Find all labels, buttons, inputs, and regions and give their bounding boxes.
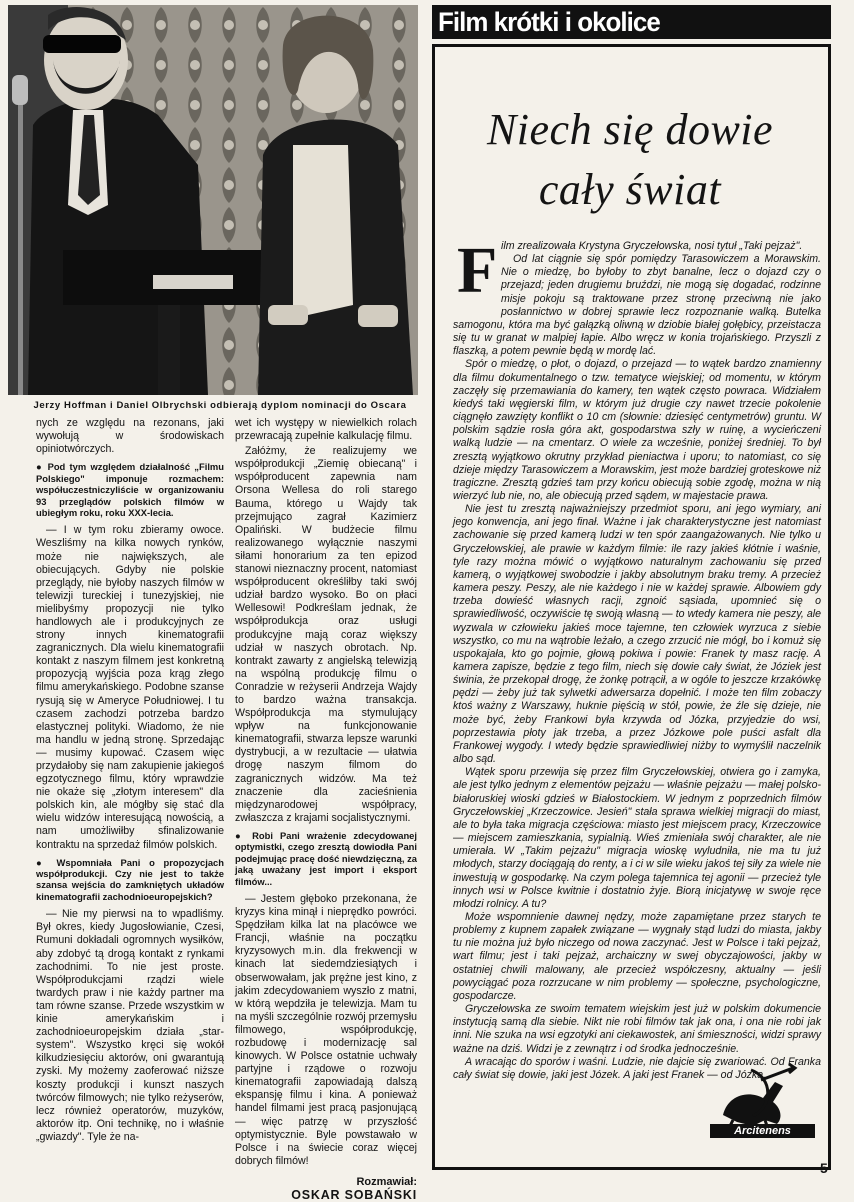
byline-label: Rozmawiał:: [356, 1175, 417, 1188]
drop-cap: F: [457, 234, 498, 307]
paragraph: wet ich występy w niewielkich rolach przewracają zupełnie kalkulację filmu.: [235, 417, 417, 443]
headline-line-2: cały świat: [538, 165, 722, 214]
photo-illustration: [8, 5, 418, 395]
paragraph: Może wspomnienie dawnej nędzy, może zapamiętane przez starych te problemy z kupnem zapałek związane — wygnały stąd ludzi do miasta, jakby tu nie można już było niczego od nowa zaczynać. Jest w Polsce i taki pejzaż, wart filmu; jest i taki pejzaż, archaiczny w swej obyczajowości, jakby w ostatniej chwili malowany, ale przecież współczesny, aktualny — jeśli powyciągać poza rozrzucane w nim problemy — społeczne, psychologiczne, gospodarcze.: [453, 910, 821, 1002]
paragraph: A wracając do sporów i waśni. Ludzie, nie dajcie się zwariować. Od Franka cały świat się dowie, jaki jest Józek. A jaki jest Franek — od Józka.: [453, 1055, 821, 1081]
question: ● Wspomniała Pani o propozycjach współprodukcji. Czy nie jest to także szansa wejścia do zamkniętych układów kinematografii zachodnioeuropejskich?: [36, 856, 224, 902]
section-title: Film krótki i okolice: [438, 7, 660, 37]
byline-author: OSKAR SOBAŃSKI: [291, 1187, 417, 1202]
paragraph: nych ze względu na rezonans, jaki wywołują w środowiskach opiniotwórczych.: [36, 417, 224, 456]
paragraph: — I w tym roku zbieramy owoce. Weszliśmy na kilka nowych rynków, może nie największych, ale obiecujących. Gdyby nie polskie przeglądy, nie byłoby naszych filmów w telewizji tureckiej i tunezyjskiej, nie mielibyśmy propozycji nie tylko handlowych ale i produkcyjnych ze strony innych kinematografii zagranicznych. Dla wielu kinematografii kontakt z naszym filmem jest konkretną propozycją wyjścia poza krąg złego filmu amerykańskiego. Podobne szanse rysują się w Ameryce Południowej. I tu czasem zachodzi potrzeba bardzo elastycznej polityki. Wiadomo, że nie ma handlu w jedną stronę. Sprzedając — musimy kupować. Czasem więc przydałoby się nam zakupienie jakiegoś egzotycznego filmu, który wprawdzie nie okaże się „złotym interesem" dla polskich kin, ale mógłby się stać dla wielu widzów interesującą nowością, a nam umożliwiłby sfinalizowanie kontraktu na sprzedaż filmów polskich.: [36, 524, 224, 851]
article-headline: [450, 100, 810, 220]
interview-column-2: [235, 417, 417, 1202]
article-body: [453, 234, 821, 1085]
headline-line-1: Niech się dowie: [486, 105, 774, 154]
paragraph: Spór o miedzę, o płot, o dojazd, o przejazd — to wątek bardzo znamienny dla filmu dokumentalnego o tzw. tematyce wiejskiej; od momentu, w którym zaczęły się przemawiania do kamery, ten wątek często powraca. Widziałem kiedyś taki węgierski film, w którym już drugie czy nawet trzecie pokolenie ciągnęło zawzięty konflikt o 10 cm (słownie: dziesięć centymetrów) gruntu. W polskim sądzie rosła góra akt, gospodarstwa szły w ruinę, a wycieńczeni walką ludzie — na cmentarz. O wiele za wcześnie, poniżej średniej. To był zresztą wyjątkowo okrutny przykład pieniactwa i uporu; to natomiast, co się dzieje między Tarasowiczem a Morawskim, jest może bardziej groteskowe niż tragiczne. Zresztą gdzieś tam przy końcu obiecują sobie zgodę, można w nią wierzyć lub nie, no, ale obiecują przed sądem, w majestacie prawa.: [453, 358, 821, 502]
section-header: [432, 5, 831, 39]
page-number: 5: [820, 1160, 828, 1176]
paragraph: Od lat ciągnie się spór pomiędzy Tarasowiczem a Morawskim. Nie o miedzę, bo byłoby to zbyt banalne, lecz o dojazd czy o przejazd; jeden drugiemu bruździ, nie mogą się dogadać, rodzinne misje pokoju są traktowane przez stronę przeciwną nie jako posłannictwo w dobrej sprawie lecz rozpoznanie walką. Butelka samogonu, która ma być gałązką oliwną w dziobie białej gołębicy, przeistacza się tu w granat w malpiej łapie. Albo wręcz w konia trojańskiego. Przyszli z flaszką, a potem pewnie będą w mordę lać.: [453, 253, 821, 358]
question: ● Robi Pani wrażenie zdecydowanej optymistki, czego zresztą dowiodła Pani podejmując pracę dość niewdzięczną, za jaką uważany jest import i eksport filmów...: [235, 829, 417, 887]
paragraph: Nie jest tu zresztą najważniejszy przedmiot sporu, ani jego wymiary, ani jego konwencja, ani jego finał. Ważne i jak charakterystyczne jest natomiast zachowanie się przed kamerą ludzi w ten spór zaangażowanych. Nie tylko u Gryczełowskiej, ale prawie w każdym filmie: ile razy jakieś kłótnie i waśnie, tyle razy można mówić o wyjątkowo naturalnym zachowaniu się przed kamerą, o wyjątkowej swobodzie i jakby absolutnym braku tremy. A przecież kamera peszy. Peszy, ale nie każdego i nie w każdej sprawie. Albowiem gdy trzeba dowieść własnych racji, zgnoić sąsiada, upomnieć się o sprawiedliwość, oczywiście tę swoją własną — to wtedy kamera nie peszy, ale wyzwala w człowieku jakieś moce tajemne, ten człowiek wyrzuca z siebie wszystko, co mu na wątrobie leżało, a czego zrzucić nie mógł, bo i komuż się uspokajała, kto go pojmie, głową pokiwa i powie: Franek ty masz rację. A kamera zapisze, będzie z tego film, niech się dowie cały świat, że Józiek jest świnia, że przekopał drogę, że żonkę potrącił, a w ogóle to jeszcze krzakówkę pędzi — żeby już tak sylwetki adwersarza dopełnić. I może ten film zobaczy ktoś ważny z Warszawy, huknie pięścią w stół, powie, że źle się dzieje, nie może być, żeby Frankowi była krzywda od Józka, przyjedzie do wsi, poprzestawia płoty jak trzeba, a przez Józkowe pole puści asfalt dla Frankowej wygody. I wtedy będzie sprawiedliwiej niżby to wymyślił naczelnik albo sąd.: [453, 503, 821, 766]
question: ● Pod tym względem działalność „Filmu Polskiego" imponuje rozmachem: współuczestniczyliście w organizowaniu 93 przeglądów polskich filmów w ubiegłym roku, roku XXX-lecia.: [36, 461, 224, 518]
paragraph: Załóżmy, że realizujemy we współprodukcji „Ziemię obiecaną" i współproducent zapewnia nam Orsona Wellesa do roli starego Bauma, którego u Wajdy tak przejmująco zagrał Kazimierz Opaliński. W budżecie filmu realizowanego wyłącznie naszymi siłami honorarium za ten epizod stanowi nieznaczny procent, natomiast współproducent określiłby taki swój udział bardzo wysoko. Bo on płaci Wellesowi! Podkreślam jednak, że współprodukcja oraz usługi produkcyjne mają coraz większy udział w naszych obrotach. Np. kontrakt zawarty z angielską telewizją na wspólną produkcję filmu o Conradzie w reżyserii Andrzeja Wajdy to bardzo ważna transakcja. Współprodukcja ma stymulujący wpływ na funkcjonowanie kinematografii, stwarza lepsze warunki dystrybucji, a w rezultacie — ułatwia drogę naszym filmom do zagranicznych widzów. Ma też znaczenie dla zacieśnienia międzynarodowej współpracy, zwłaszcza z krajami socjalistycznymi.: [235, 445, 417, 824]
paragraph: ilm zrealizowała Krystyna Gryczełowska, nosi tytuł „Taki pejzaż".: [501, 240, 803, 252]
paragraph: Wątek sporu przewija się przez film Gryczełowskiej, otwiera go i zamyka, ale jest tylko jednym z elementów pejzażu — właśnie pejzażu — małej polsko-białoruskiej wioski gdzieś w Białostockiem. W jednym z poprzednich filmów Gryczełowskiej „Krzeczowice. Jesień" stała sprawa wielkiej migracji do miast, ale to była taka migracja częściowa: miasto jest miejscem pracy, Krzeczowice — miejscem zamieszkania, sypialnią. Wieś zmieniała swój charakter, ale nie umierała. W „Takim pejzażu" migracja wioskę wyludniła, nie ma tu już młodych, starzy dociągają do renty, a i ci w sile wieku jakoś tej siły za wiele nie inwestują w gospodarkę. Na czym polega tajemnica tej agonii — przecież tyle innych wsi w Polsce kwitnie i dostatnio żyje. Biorą inicjatywę w swoje ręce młodzi rolnicy. A tu?: [453, 766, 821, 910]
photo-caption: Jerzy Hoffman i Daniel Olbrychski odbierają dyplom nominacji do Oscara: [33, 400, 407, 411]
paragraph: Gryczełowska ze swoim tematem wiejskim jest już w polskim dokumencie instytucją samą dla siebie. Nikt nie robi filmów tak jak ona, i ona nie robi jak inni. Nie szuka na wsi egzotyki ani ciekawostek, ani śmieszności, widzi sprawy ważne na dziś. Widzi je z zewnątrz i od środka jednocześnie.: [453, 1003, 821, 1055]
interview-column-1: [36, 417, 224, 1177]
logo-wordmark: Arcitenens: [710, 1124, 815, 1138]
photo-award-ceremony: [8, 5, 418, 395]
paragraph: — Jestem głęboko przekonana, że kryzys kina minął i nieprędko powróci. Spędziłam kilka lat na placówce we Francji, właśnie na początku kryzysowych m.in. dla frekwencji w kinach lat siedemdziesiątych i obserwowałam, jak prężne jest kino, z jakim zdecydowaniem wyszło z matni, w którą wepdziła je telewizja. Mam tu na myśli szczególnie rozwój przemysłu filmowego, współprodukcję, rozbudowę i modernizację sal kinowych. W Polsce ostatnie uchwały partyjne i rządowe o rozwoju kinematografii zapowiadają dalszą ekspansję filmu i kina. A ponieważ handel filmami jest pracą pasjonującą — więc patrzę w przyszłość optymistycznie. Byle powstawało w Polsce i na świecie coraz więcej dobrych filmów!: [235, 892, 417, 1167]
paragraph: — Nie my pierwsi na to wpadliśmy. Był okres, kiedy Jugosłowianie, Czesi, Rumuni dokładali ogromnych wysiłków, aby zdobyć tą drogą kontakt z rynkami zachodnimi. To nie jest proste. Współprodukcjami rządzi wiele twardych praw i nie każdy partner ma tam równe szanse. Przede wszystkim w kinie amerykańskim i zachodnioeuropejskim działa „star-system". Wszystko kręci się wokół kilkudziesięciu aktorów, oni gwarantują zyski. My możemy zaoferować niższe koszty produkcji i kunszt naszych twórców filmowych; nie tylko reżyserów, lecz również operatorów, muzyków, aktorów itp. Oni technikę, no i właśnie „gwiazdy". Tyle że na-: [36, 908, 224, 1143]
